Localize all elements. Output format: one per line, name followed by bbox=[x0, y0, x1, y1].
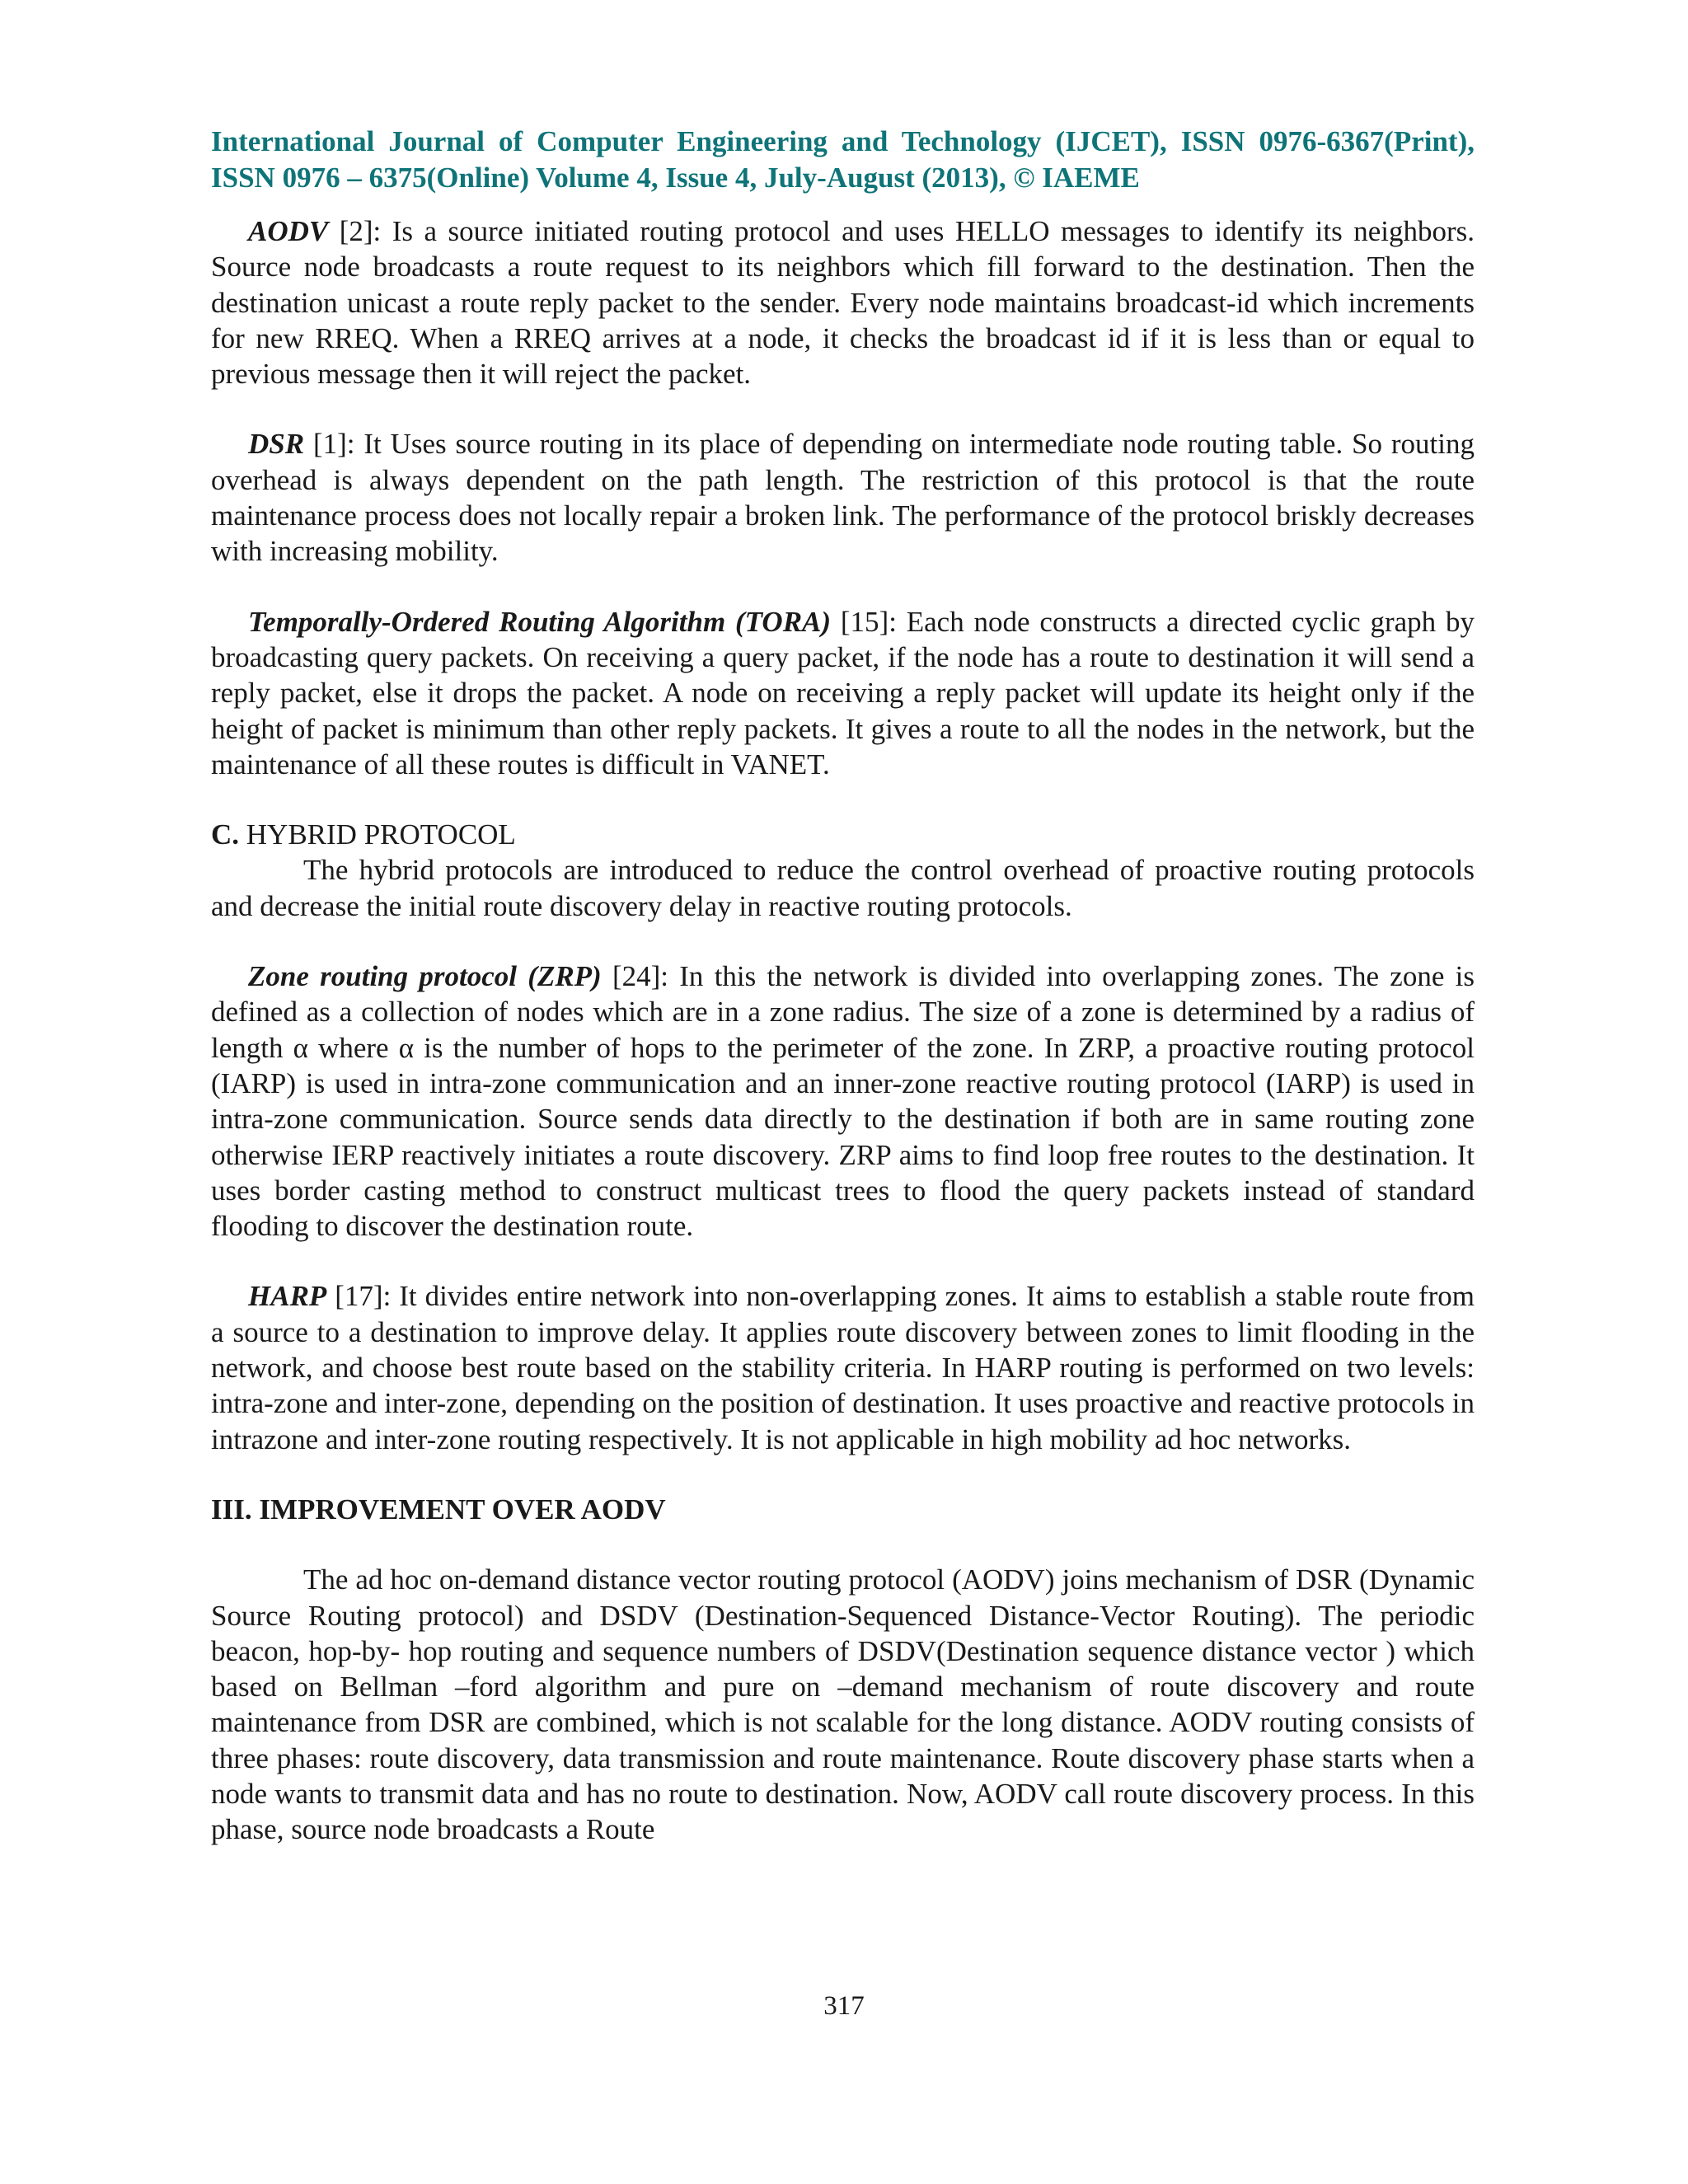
aodv-body: [2]: Is a source initiated routing protocol and uses HELLO messages to identify its neighbors. Source node broadcasts a route request to its neighbors which fill forward to the destination. Then the destination unicast a route reply packet to the sender. Every node maintains broadcast-id which increments for new RREQ. When a RREQ arrives at a node, it checks the broadcast id if it is less than or equal to previous message then it will reject the packet. bbox=[211, 215, 1475, 391]
tora-paragraph bbox=[211, 604, 1475, 782]
aodv-paragraph bbox=[211, 213, 1475, 391]
dsr-paragraph bbox=[211, 426, 1475, 569]
harp-paragraph bbox=[211, 1278, 1475, 1456]
journal-header: International Journal of Computer Engineering and Technology (IJCET), ISSN 0976-6367(Print), ISSN 0976 – 6375(Online) Volume 4, Issue 4, July-August (2013), © IAEME bbox=[211, 125, 1475, 194]
improvement-paragraph: The ad hoc on-demand distance vector routing protocol (AODV) joins mechanism of DSR (Dynamic Source Routing protocol) and DSDV (Destination-Sequenced Distance-Vector Routing). The periodic beacon, hop-by- hop routing and sequence numbers of DSDV(Destination sequence distance vector ) which based on Bellman –ford algorithm and pure on –demand mechanism of route discovery and route maintenance from DSR are combined, which is not scalable for the long distance. AODV routing consists of three phases: route discovery, data transmission and route maintenance. Route discovery phase starts when a node wants to transmit data and has no route to destination. Now, AODV call route discovery process. In this phase, source node broadcasts a Route bbox=[211, 1563, 1475, 1846]
dsr-term: DSR bbox=[248, 428, 305, 461]
zrp-term: Zone routing protocol (ZRP) bbox=[248, 960, 602, 993]
document-page bbox=[211, 124, 1475, 1848]
harp-body: [17]: It divides entire network into non-overlapping zones. It aims to establish a stable route from a source to a destination to improve delay. It applies route discovery between zones to limit flooding in the network, and choose best route based on the stability criteria. In HARP routing is performed on two levels: intra-zone and inter-zone, depending on the position of destination. It uses proactive and reactive protocols in intrazone and inter-zone routing respectively. It is not applicable in high mobility ad hoc networks. bbox=[211, 1280, 1475, 1455]
section-title: III. IMPROVEMENT OVER AODV bbox=[211, 1493, 666, 1526]
harp-term: HARP bbox=[248, 1280, 327, 1313]
tora-body: [15]: Each node constructs a directed cyclic graph by broadcasting query packets. On receiving a query packet, if the node has a route to destination it will send a reply packet, else it drops the packet. A node on receiving a reply packet will update its height only if the height of packet is minimum than other reply packets. It gives a route to all the nodes in the network, but the maintenance of all these routes is difficult in VANET. bbox=[211, 605, 1475, 780]
tora-term: Temporally-Ordered Routing Algorithm (TORA) bbox=[248, 605, 832, 638]
zrp-paragraph bbox=[211, 958, 1475, 1244]
hybrid-protocol-heading bbox=[211, 817, 1475, 852]
hybrid-intro-paragraph: The hybrid protocols are introduced to reduce the control overhead of proactive routing protocols and decrease the initial route discovery delay in reactive routing protocols. bbox=[211, 854, 1475, 922]
aodv-term: AODV bbox=[248, 215, 329, 247]
page-number: 317 bbox=[823, 1991, 865, 2021]
hybrid-heading-letter: C. bbox=[211, 818, 240, 851]
hybrid-heading-title: HYBRID PROTOCOL bbox=[239, 818, 516, 851]
zrp-body: [24]: In this the network is divided into overlapping zones. The zone is defined as a collection of nodes which are in a zone radius. The size of a zone is determined by a radius of length α where α is the number of hops to the perimeter of the zone. In ZRP, a proactive routing protocol (IARP) is used in intra-zone communication and an inner-zone reactive routing protocol (IARP) is used in intra-zone communication. Source sends data directly to the destination if both are in same routing zone otherwise IERP reactively initiates a route discovery. ZRP aims to find loop free routes to the destination. It uses border casting method to construct multicast trees to flood the query packets instead of standard flooding to discover the destination route. bbox=[211, 960, 1475, 1243]
dsr-body: [1]: It Uses source routing in its place of depending on intermediate node routing table. So routing overhead is always dependent on the path length. The restriction of this protocol is that the route maintenance process does not locally repair a broken link. The performance of the protocol briskly decreases with increasing mobility. bbox=[211, 428, 1475, 568]
